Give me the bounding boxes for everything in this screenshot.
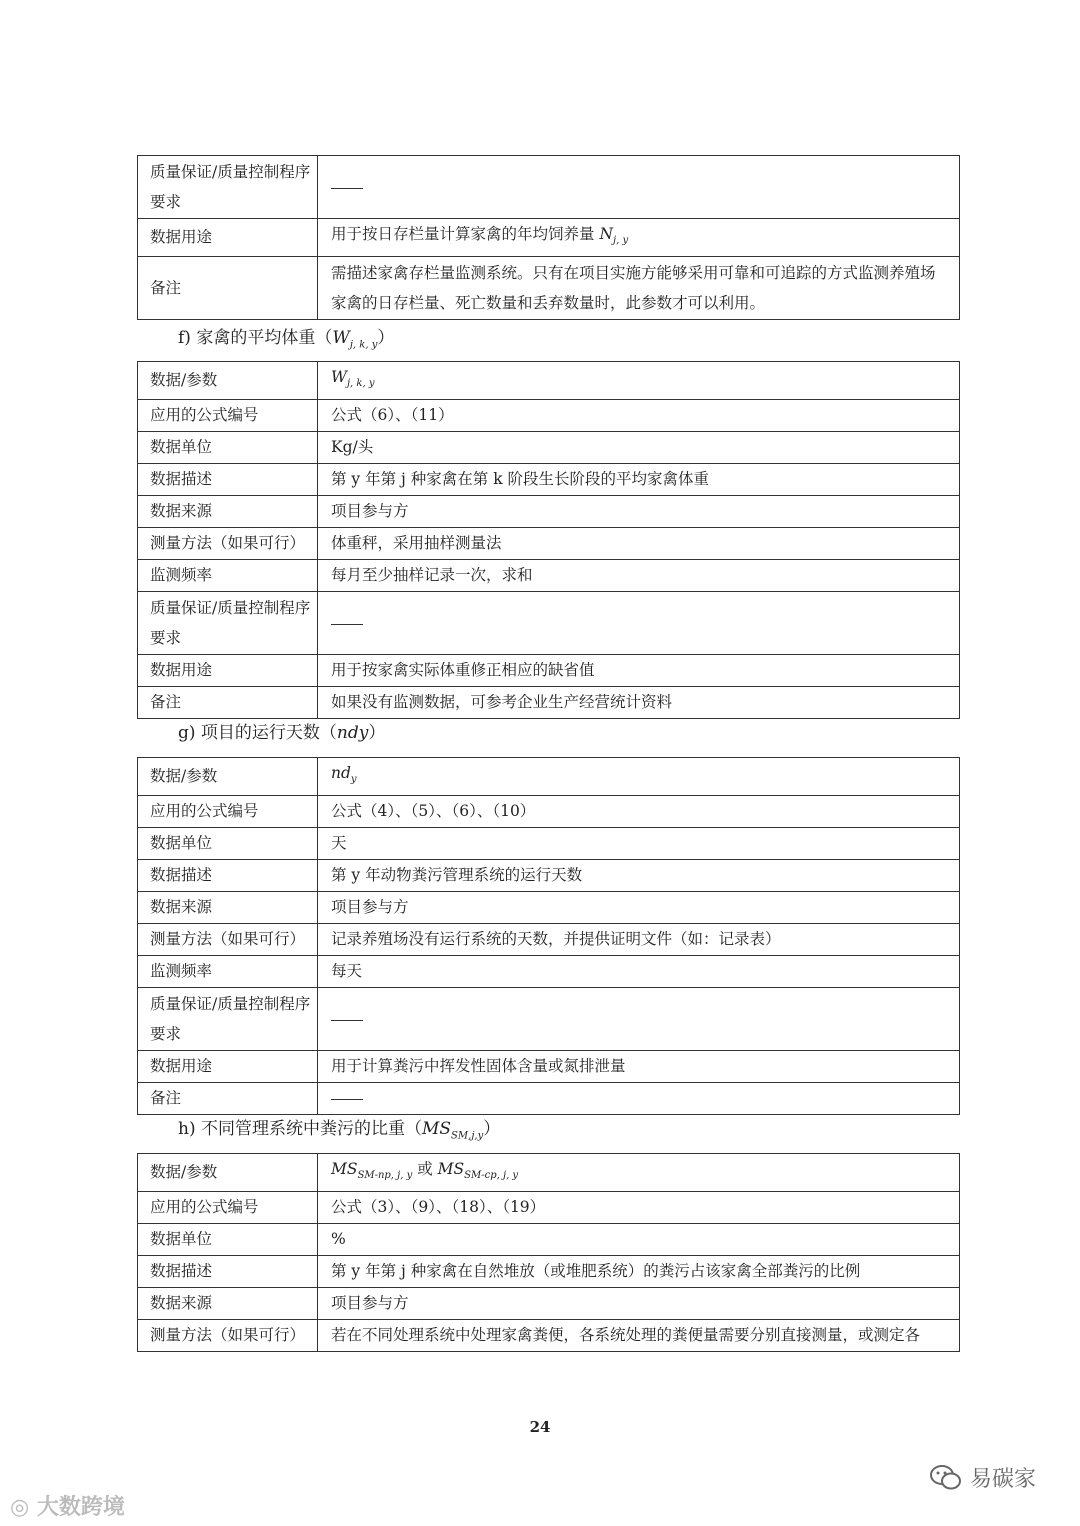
row-key: 数据单位 bbox=[138, 828, 318, 860]
row-value: 用于按家禽实际体重修正相应的缺省值 bbox=[318, 655, 960, 687]
row-key: 数据用途 bbox=[138, 655, 318, 687]
row-key: 备注 bbox=[138, 1083, 318, 1115]
watermark-left bbox=[10, 1490, 125, 1521]
row-value: 公式（3）、（9）、（18）、（19） bbox=[318, 1192, 960, 1224]
row-key: 数据单位 bbox=[138, 432, 318, 464]
table-row bbox=[138, 1083, 960, 1115]
symbol: nd bbox=[331, 764, 351, 782]
row-key: 备注 bbox=[138, 687, 318, 719]
symbol: MS bbox=[437, 1160, 465, 1178]
row-key: 测量方法（如果可行） bbox=[138, 924, 318, 956]
table-row bbox=[138, 1256, 960, 1288]
row-value: 若在不同处理系统中处理家禽粪便，各系统处理的粪便量需要分别直接测量，或测定各 bbox=[318, 1320, 960, 1352]
row-value: 需描述家禽存栏量监测系统。只有在项目实施方能够采用可靠和可追踪的方式监测养殖场家禽的日存栏量、死亡数量和丢弃数量时，此参数才可以利用。 bbox=[318, 257, 960, 320]
table-row bbox=[138, 592, 960, 655]
heading-symbol: W bbox=[332, 328, 350, 348]
table-row bbox=[138, 924, 960, 956]
row-key: 数据描述 bbox=[138, 860, 318, 892]
table-row bbox=[138, 257, 960, 320]
row-value: 公式（6）、（11） bbox=[318, 400, 960, 432]
wechat-icon bbox=[930, 1464, 962, 1492]
row-key: 应用的公式编号 bbox=[138, 796, 318, 828]
row-value: 用于计算粪污中挥发性固体含量或氮排泄量 bbox=[318, 1051, 960, 1083]
table-h bbox=[137, 1153, 960, 1352]
row-value: % bbox=[318, 1224, 960, 1256]
row-key: 数据来源 bbox=[138, 892, 318, 924]
row-value: 第 y 年第 j 种家禽在自然堆放（或堆肥系统）的粪污占该家禽全部粪污的比例 bbox=[318, 1256, 960, 1288]
row-value: 第 y 年动物粪污管理系统的运行天数 bbox=[318, 860, 960, 892]
row-key: 质量保证/质量控制程序要求 bbox=[138, 156, 318, 219]
symbol-subscript: j, y bbox=[613, 235, 629, 247]
table-row bbox=[138, 1154, 960, 1192]
dash-mark bbox=[331, 188, 363, 189]
row-value: 项目参与方 bbox=[318, 496, 960, 528]
table-row bbox=[138, 1051, 960, 1083]
symbol: W bbox=[331, 368, 347, 386]
table-row bbox=[138, 1288, 960, 1320]
table-row bbox=[138, 496, 960, 528]
value-text: 或 bbox=[412, 1160, 438, 1178]
row-value: 每月至少抽样记录一次，求和 bbox=[318, 560, 960, 592]
watermark-logo-icon: ◎ bbox=[10, 1495, 30, 1520]
heading-text: g) 项目的运行天数（ bbox=[178, 723, 337, 743]
row-key: 数据/参数 bbox=[138, 362, 318, 400]
row-value bbox=[318, 362, 960, 400]
row-key: 质量保证/质量控制程序要求 bbox=[138, 592, 318, 655]
table-row bbox=[138, 1224, 960, 1256]
row-value bbox=[318, 156, 960, 219]
heading-text: h) 不同管理系统中粪污的比重（ bbox=[178, 1119, 422, 1139]
row-key: 数据/参数 bbox=[138, 1154, 318, 1192]
table-row bbox=[138, 362, 960, 400]
row-key: 测量方法（如果可行） bbox=[138, 528, 318, 560]
table-continued bbox=[137, 155, 960, 320]
heading-subscript: j, k, y bbox=[349, 339, 378, 351]
row-value bbox=[318, 988, 960, 1051]
row-key: 备注 bbox=[138, 257, 318, 320]
row-key: 数据描述 bbox=[138, 1256, 318, 1288]
table-row bbox=[138, 400, 960, 432]
table-row bbox=[138, 758, 960, 796]
symbol: MS bbox=[331, 1160, 358, 1178]
watermark-text: 大数跨境 bbox=[36, 1495, 125, 1520]
row-key: 应用的公式编号 bbox=[138, 1192, 318, 1224]
row-key: 数据用途 bbox=[138, 219, 318, 257]
row-key: 监测频率 bbox=[138, 956, 318, 988]
table-row bbox=[138, 655, 960, 687]
heading-symbol: MS bbox=[421, 1119, 452, 1139]
symbol-subscript: y bbox=[350, 774, 357, 786]
table-f bbox=[137, 361, 960, 719]
row-value: 项目参与方 bbox=[318, 1288, 960, 1320]
table-row bbox=[138, 828, 960, 860]
row-value bbox=[318, 1154, 960, 1192]
symbol-subscript: SM-np, j, y bbox=[357, 1170, 413, 1182]
row-key: 数据/参数 bbox=[138, 758, 318, 796]
row-value: 第 y 年第 j 种家禽在第 k 阶段生长阶段的平均家禽体重 bbox=[318, 464, 960, 496]
section-heading-g bbox=[178, 721, 385, 745]
section-heading-f bbox=[178, 326, 394, 357]
row-value bbox=[318, 219, 960, 257]
row-value: 公式（4）、（5）、（6）、（10） bbox=[318, 796, 960, 828]
row-key: 应用的公式编号 bbox=[138, 400, 318, 432]
table-row bbox=[138, 219, 960, 257]
row-value bbox=[318, 1083, 960, 1115]
heading-symbol: ndy bbox=[336, 723, 369, 743]
table-row bbox=[138, 560, 960, 592]
watermark-text: 易碳家 bbox=[970, 1467, 1037, 1492]
table-row bbox=[138, 892, 960, 924]
heading-text: ） bbox=[368, 723, 386, 743]
row-key: 数据来源 bbox=[138, 496, 318, 528]
row-key: 测量方法（如果可行） bbox=[138, 1320, 318, 1352]
table-row bbox=[138, 796, 960, 828]
row-value: 天 bbox=[318, 828, 960, 860]
symbol-subscript: j, k, y bbox=[346, 378, 375, 390]
heading-text: f) 家禽的平均体重（ bbox=[178, 328, 333, 348]
row-value: 体重秤，采用抽样测量法 bbox=[318, 528, 960, 560]
table-row bbox=[138, 1192, 960, 1224]
table-row bbox=[138, 432, 960, 464]
heading-subscript: SM,j,y bbox=[451, 1130, 484, 1142]
table-row bbox=[138, 156, 960, 219]
row-value bbox=[318, 758, 960, 796]
table-row bbox=[138, 988, 960, 1051]
row-value: Kg/头 bbox=[318, 432, 960, 464]
row-key: 数据描述 bbox=[138, 464, 318, 496]
row-value bbox=[318, 592, 960, 655]
dash-mark bbox=[331, 1020, 363, 1021]
row-value: 记录养殖场没有运行系统的天数，并提供证明文件（如：记录表） bbox=[318, 924, 960, 956]
table-g bbox=[137, 757, 960, 1115]
dash-mark bbox=[331, 624, 363, 625]
row-key: 数据单位 bbox=[138, 1224, 318, 1256]
table-row bbox=[138, 464, 960, 496]
table-row bbox=[138, 860, 960, 892]
row-value: 每天 bbox=[318, 956, 960, 988]
section-heading-h bbox=[178, 1117, 500, 1148]
row-key: 质量保证/质量控制程序要求 bbox=[138, 988, 318, 1051]
dash-mark bbox=[331, 1099, 363, 1100]
symbol: N bbox=[599, 225, 614, 243]
table-row bbox=[138, 687, 960, 719]
row-value: 如果没有监测数据，可参考企业生产经营统计资料 bbox=[318, 687, 960, 719]
watermark-right bbox=[930, 1462, 1036, 1493]
value-text: 用于按日存栏量计算家禽的年均饲养量 bbox=[331, 225, 595, 243]
symbol-subscript: SM-cp, j, y bbox=[464, 1170, 519, 1182]
page-number: 24 bbox=[529, 1418, 551, 1436]
row-key: 监测频率 bbox=[138, 560, 318, 592]
table-row bbox=[138, 528, 960, 560]
heading-text: ） bbox=[377, 328, 395, 348]
row-key: 数据来源 bbox=[138, 1288, 318, 1320]
heading-text: ） bbox=[483, 1119, 501, 1139]
table-row bbox=[138, 1320, 960, 1352]
table-row bbox=[138, 956, 960, 988]
row-value: 项目参与方 bbox=[318, 892, 960, 924]
row-key: 数据用途 bbox=[138, 1051, 318, 1083]
